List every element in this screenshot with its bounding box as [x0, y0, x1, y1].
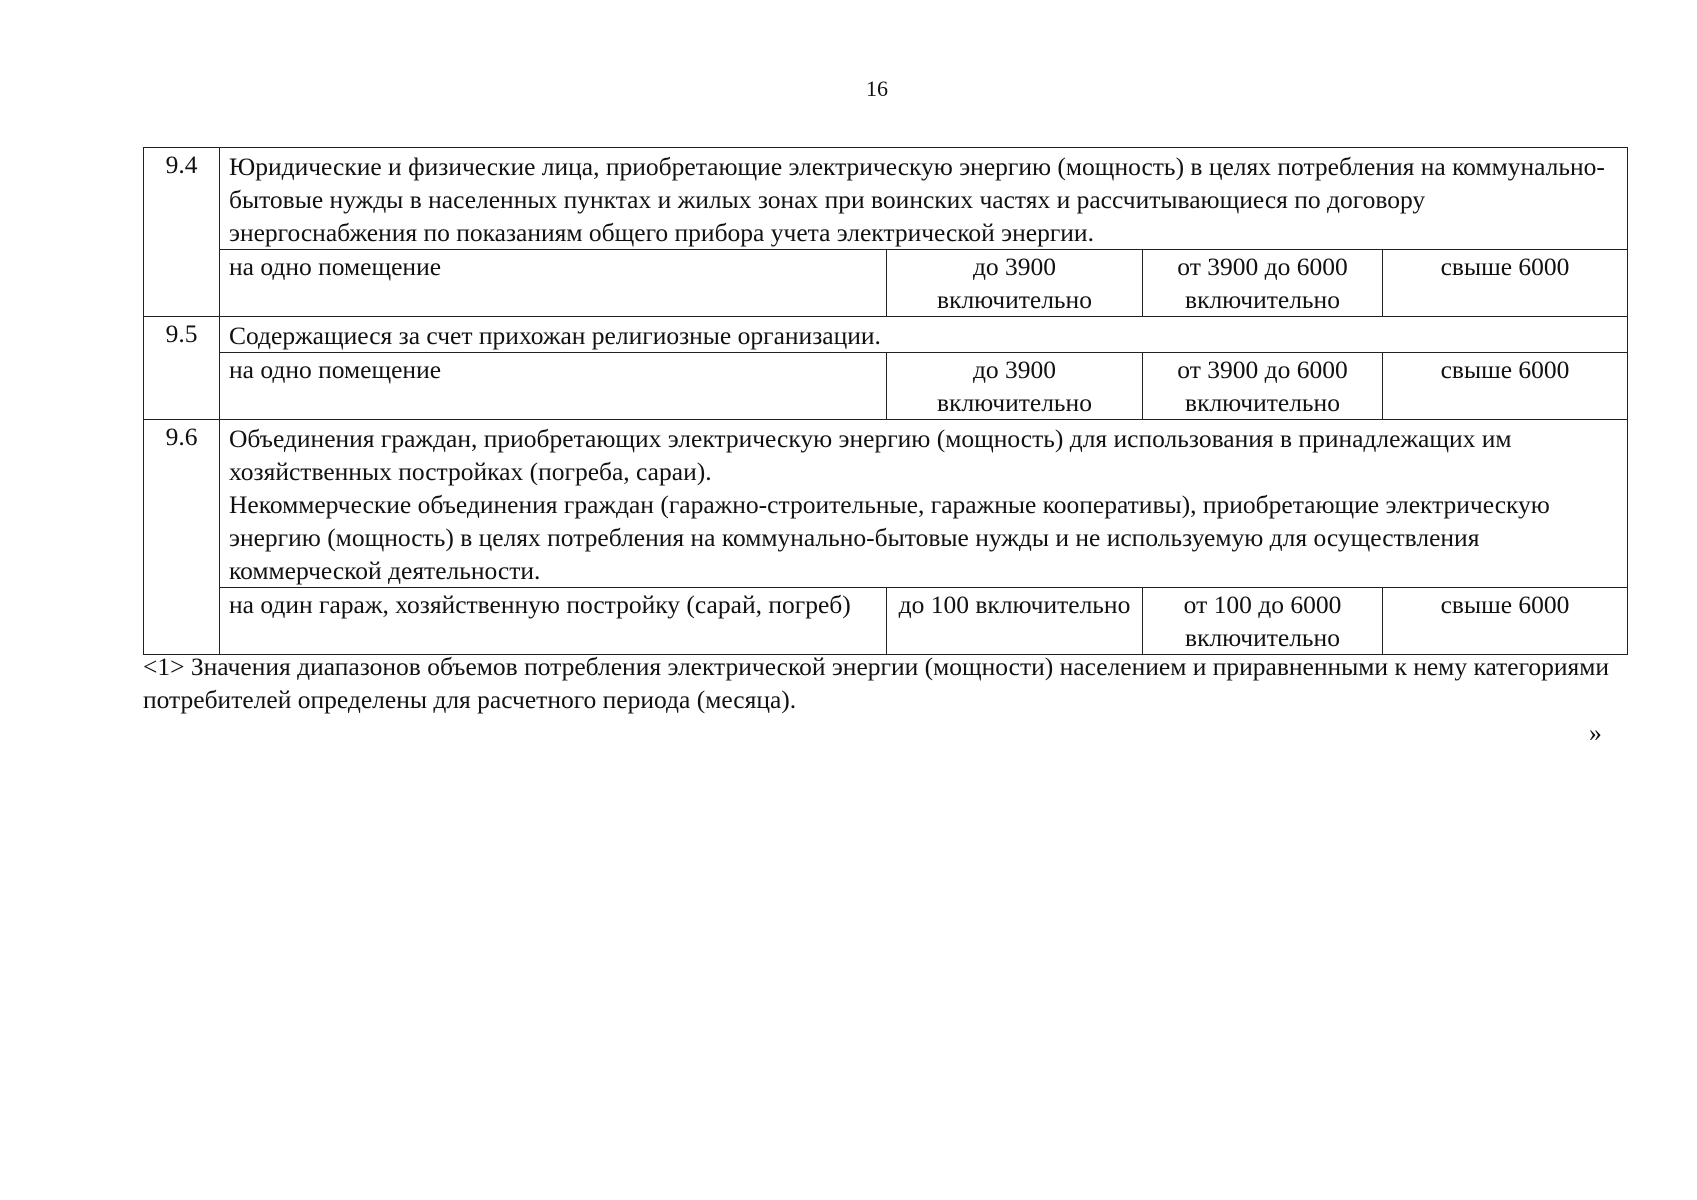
row-description: [220, 317, 1628, 353]
range-mid-cell: от 100 до 6000 включительно: [1143, 588, 1383, 655]
row-number: 9.5: [144, 317, 220, 420]
range-mid-cell: от 3900 до 6000 включительно: [1143, 353, 1383, 420]
page-number: 16: [866, 76, 888, 101]
row-description: [220, 148, 1628, 250]
unit-cell: на одно помещение: [220, 250, 887, 317]
description-paragraph: Некоммерческие объединения граждан (гаражно-строительные, гаражные кооперативы), приобретающие электрическую энергию (мощность) в целях потребления на коммунально-бытовые нужды и не используемую для осуществления коммерческой деятельности.: [229, 490, 1550, 585]
range-mid-cell: от 3900 до 6000 включительно: [1143, 250, 1383, 317]
range-low-cell: до 100 включительно: [887, 588, 1143, 655]
unit-cell: на один гараж, хозяйственную постройку (сарай, погреб): [220, 588, 887, 655]
range-high-cell: свыше 6000: [1383, 353, 1628, 420]
description-paragraph: Объединения граждан, приобретающих электрическую энергию (мощность) для использования в принадлежащих им хозяйственных постройках (погреба, сараи).: [229, 424, 1512, 486]
description-paragraph: Содержащиеся за счет прихожан религиозные организации.: [229, 321, 881, 350]
row-number: 9.6: [144, 420, 220, 655]
footnote: <1> Значения диапазонов объемов потребления электрической энергии (мощности) населением и приравненными к нему категориями потребителей определены для расчетного периода (месяца).: [143, 652, 1610, 714]
table-row-9-5-header: [144, 317, 1628, 353]
row-number: 9.4: [144, 148, 220, 317]
description-paragraph: Юридические и физические лица, приобретающие электрическую энергию (мощность) в целях потребления на коммунально-бытовые нужды в населенных пунктах и жилых зонах при воинских частях и рассчитывающиеся по договору энергоснабжения по показаниям общего прибора учета электрической энергии.: [229, 152, 1605, 247]
table-row-9-6-header: [144, 420, 1628, 588]
consumption-table: [143, 147, 1628, 655]
table-row-9-4-header: [144, 148, 1628, 250]
range-low-cell: до 3900 включительно: [887, 250, 1143, 317]
table-row-9-6-values: [144, 588, 1628, 655]
row-description: [220, 420, 1628, 588]
table-row-9-4-values: [144, 250, 1628, 317]
range-high-cell: свыше 6000: [1383, 588, 1628, 655]
closing-quote-mark: »: [1589, 718, 1602, 747]
table-row-9-5-values: [144, 353, 1628, 420]
range-high-cell: свыше 6000: [1383, 250, 1628, 317]
unit-cell: на одно помещение: [220, 353, 887, 420]
range-low-cell: до 3900 включительно: [887, 353, 1143, 420]
